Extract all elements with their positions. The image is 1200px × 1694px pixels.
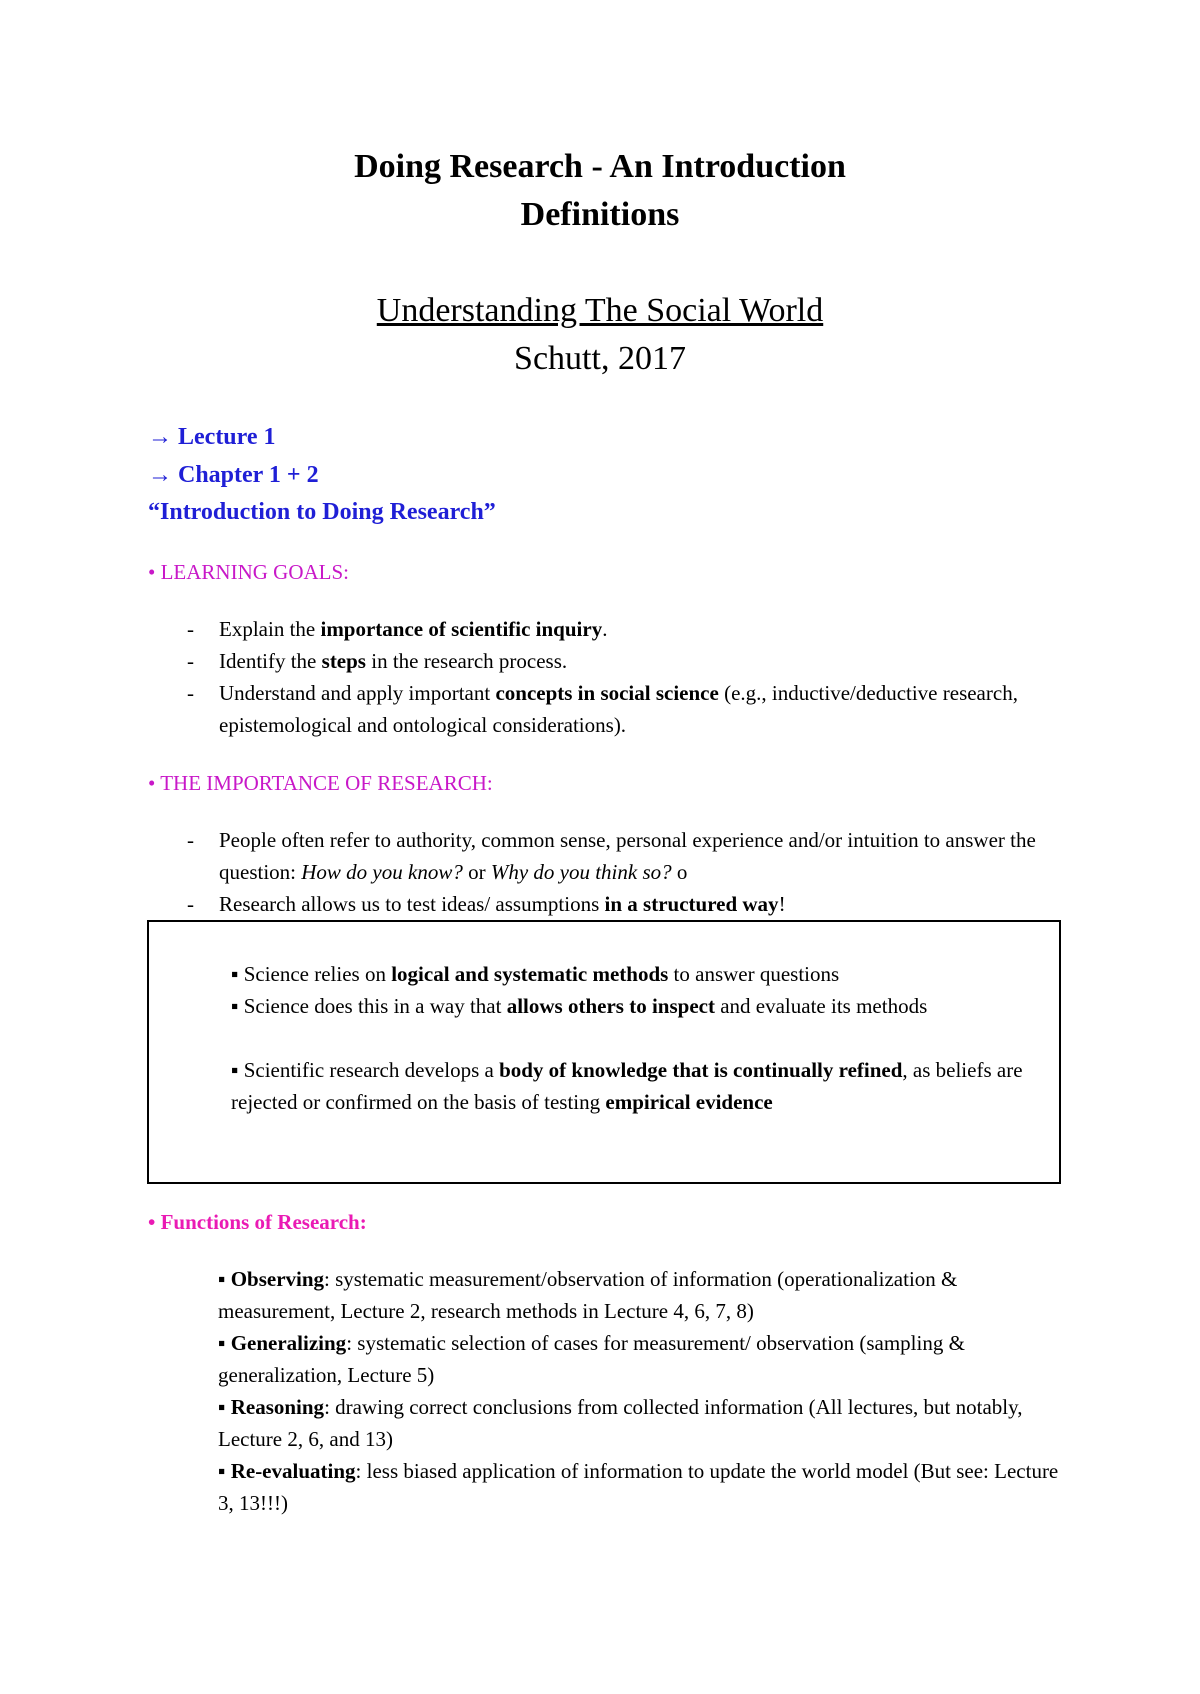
document-title: Doing Research - An Introduction (354, 148, 846, 185)
function-item: ▪ Reasoning: drawing correct conclusions from collected information (All lectures, but notably, Lecture 2, 6, and 13) (218, 1395, 1023, 1451)
chapter-label: → Chapter 1 + 2 (148, 462, 319, 488)
document-subtitle: Definitions (520, 196, 680, 233)
science-box (147, 920, 1061, 1184)
function-item: ▪ Observing: systematic measurement/observation of information (operationalization & measurement, Lecture 2, research methods in Lecture 4, 6, 7, 8) (218, 1267, 958, 1323)
functions-heading: • Functions of Research: (148, 1210, 367, 1234)
learning-goals-heading: • LEARNING GOALS: (148, 560, 350, 584)
importance-item: - People often refer to authority, common sense, personal experience and/or intuition to answer the question: How do you know? or Why do you think so? o (187, 828, 1036, 884)
learning-goal-item: - Explain the importance of scientific inquiry. (187, 617, 608, 641)
topic-label: “Introduction to Doing Research” (148, 499, 496, 525)
lecture-label: → Lecture 1 (148, 424, 276, 450)
importance-item: - Research allows us to test ideas/ assumptions in a structured way! (187, 892, 786, 916)
science-box-bullet: ▪ Scientific research develops a body of knowledge that is continually refined, as beliefs are rejected or confirmed on the basis of testing empirical evidence (231, 1058, 1023, 1114)
science-box-bullet: ▪ Science does this in a way that allows others to inspect and evaluate its methods (231, 994, 928, 1018)
book-title-text: Understanding The Social World (376, 292, 824, 329)
function-item: ▪ Generalizing: systematic selection of cases for measurement/ observation (sampling & generalization, Lecture 5) (218, 1331, 965, 1387)
learning-goal-item: - Identify the steps in the research process. (187, 649, 568, 673)
book-author: Schutt, 2017 (514, 340, 686, 377)
science-box-bullet: ▪ Science relies on logical and systematic methods to answer questions (231, 962, 840, 986)
importance-heading: • THE IMPORTANCE OF RESEARCH: (148, 771, 493, 795)
function-item: ▪ Re-evaluating: less biased application of information to update the world model (But see: Lecture 3, 13!!!) (218, 1459, 1059, 1515)
learning-goal-item: - Understand and apply important concepts in social science (e.g., inductive/deductive research, epistemological and ontological considerations). (187, 681, 1018, 737)
book-title (0, 292, 1200, 330)
